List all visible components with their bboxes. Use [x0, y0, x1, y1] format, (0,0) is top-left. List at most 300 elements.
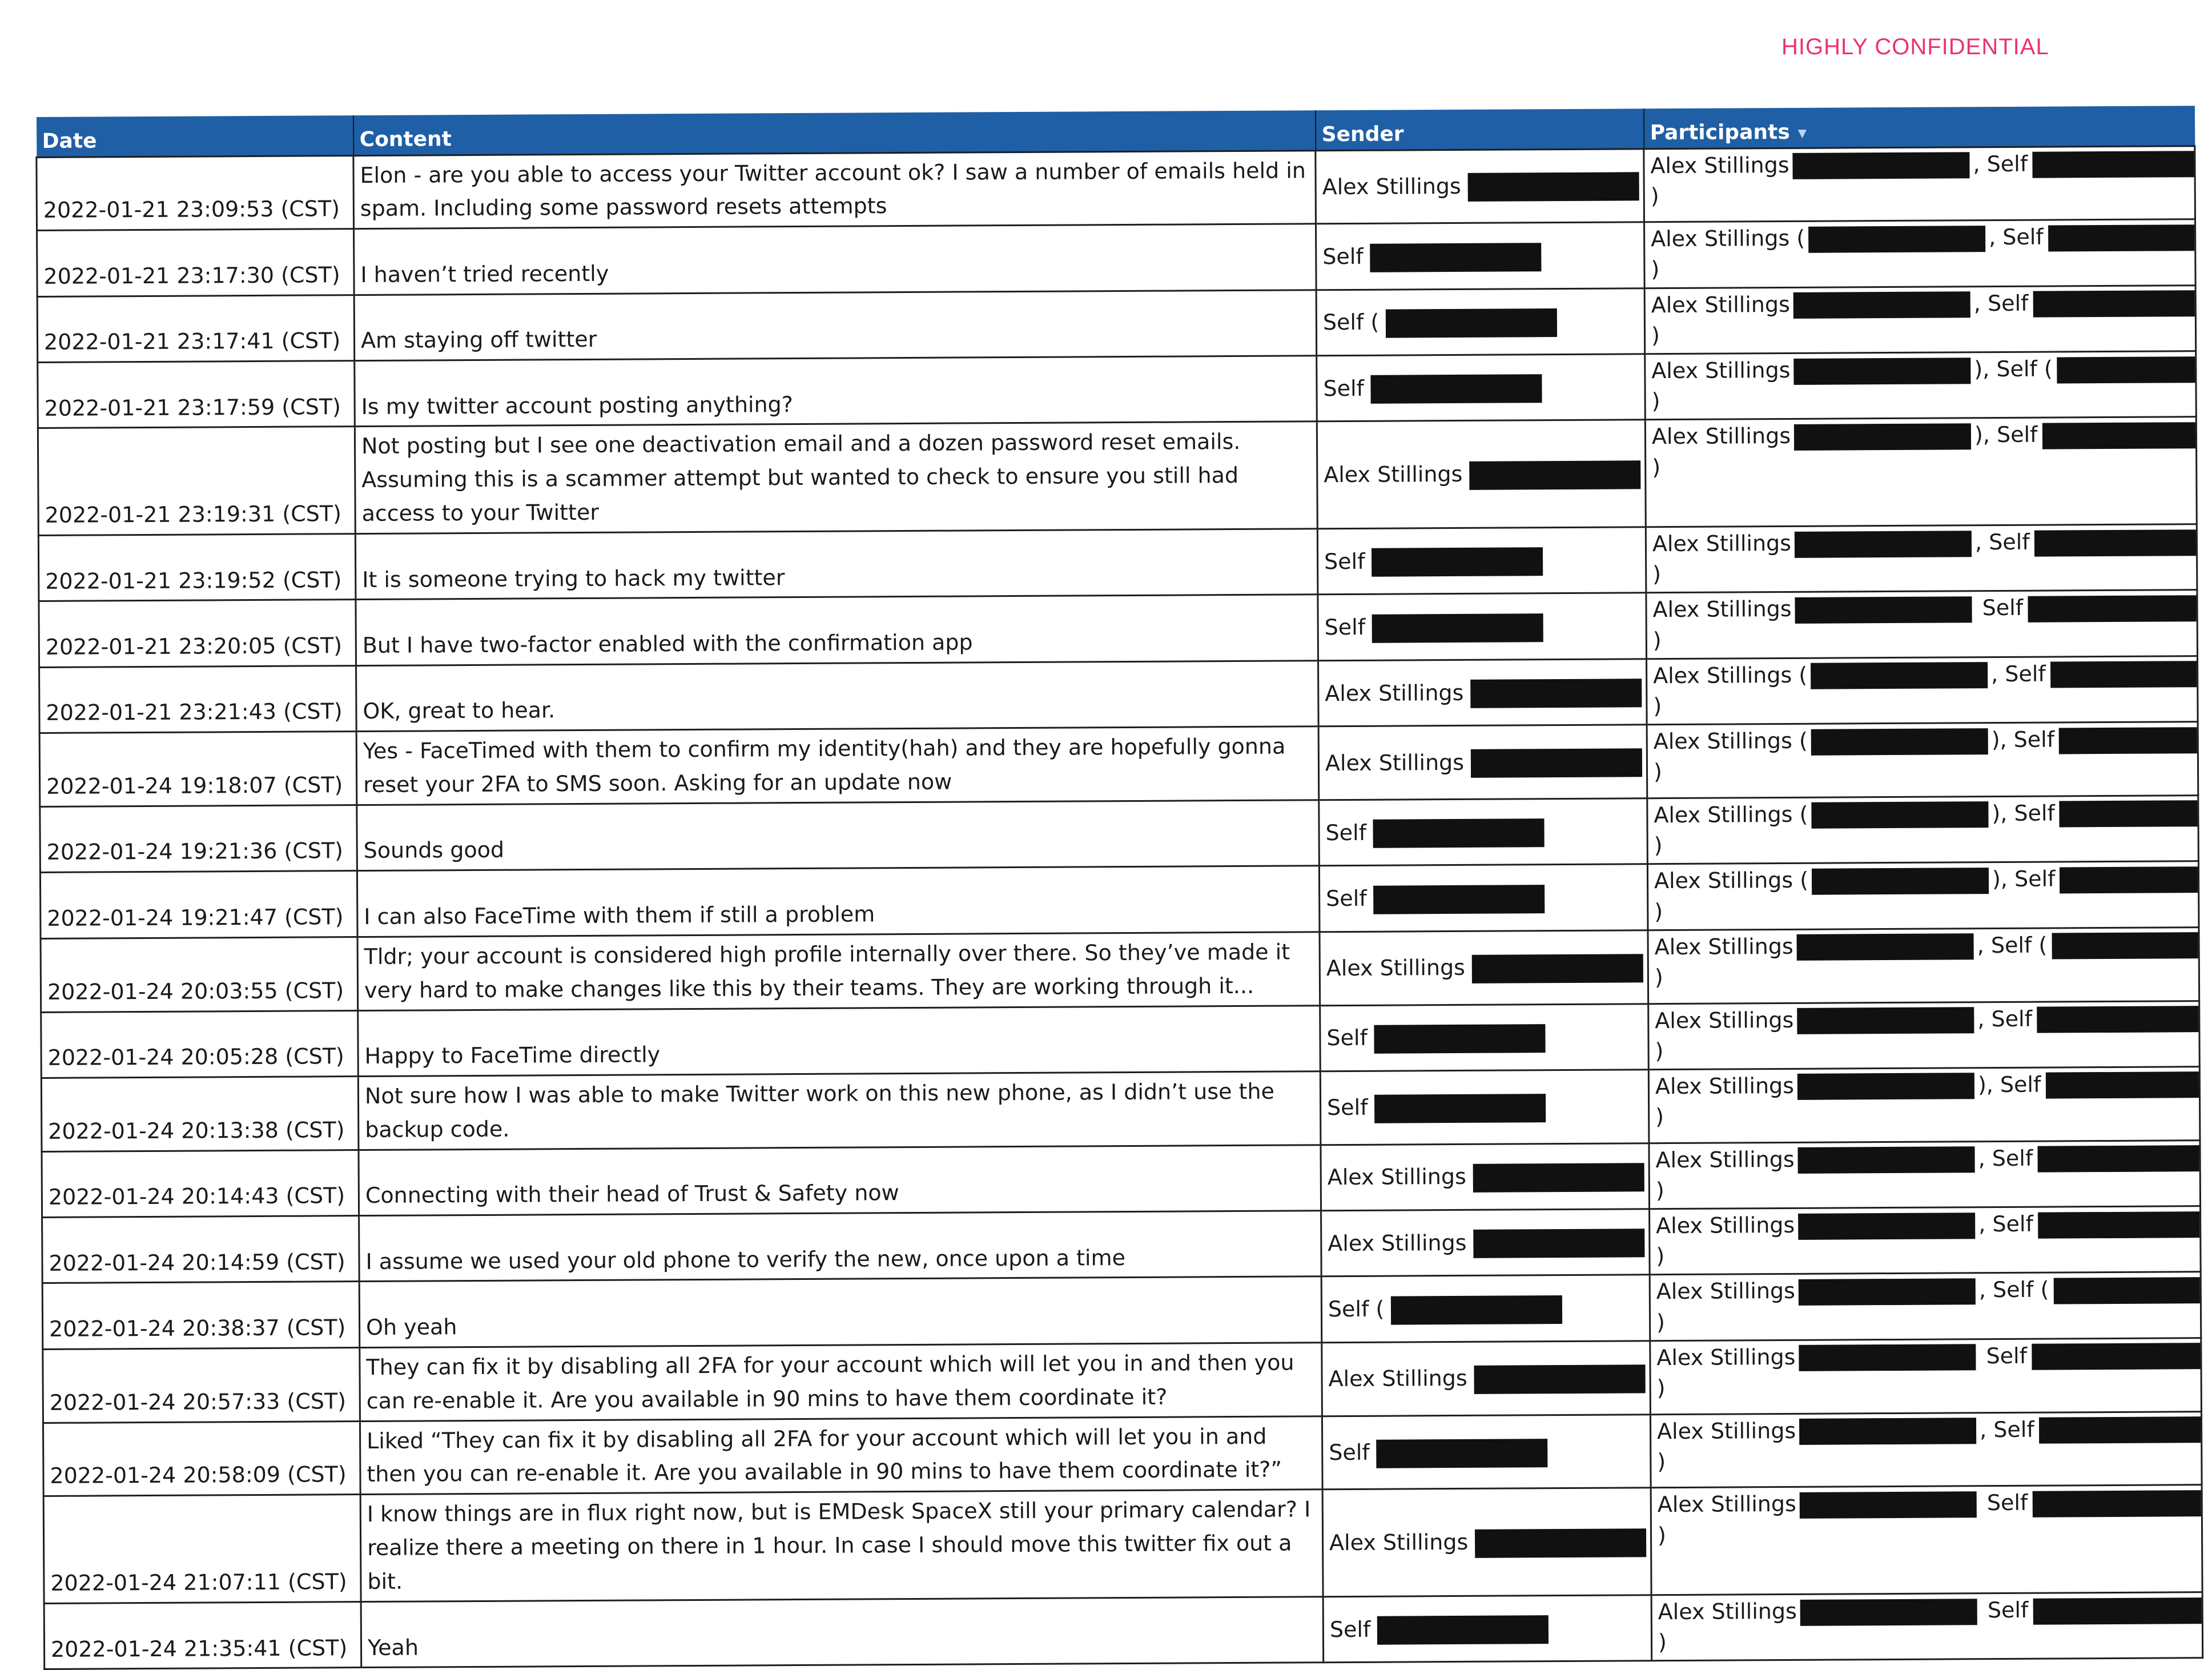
- participant-name: Alex Stillings (: [1653, 662, 1808, 689]
- sender-name: Self: [1324, 548, 1365, 575]
- participants-line: [1656, 1238, 2194, 1271]
- redaction-bar: [1374, 1024, 1546, 1054]
- message-text: Am staying off twitter: [360, 326, 597, 354]
- message-timestamp: 2022-01-21 23:19:52 (CST): [45, 567, 342, 594]
- sender-name: Self (: [1322, 310, 1380, 335]
- sender-cell: [1317, 420, 1646, 529]
- content-cell: [359, 1211, 1322, 1282]
- table-row: [43, 1485, 2202, 1603]
- participants-line: [1651, 252, 2189, 285]
- redaction-bar: [1799, 1344, 1976, 1372]
- participant-self: ), Self: [1977, 1071, 2041, 1098]
- participants-line: [1651, 178, 2189, 211]
- participant-self: , Self: [1980, 1416, 2034, 1442]
- participant-self: , Self: [1991, 661, 2046, 687]
- redaction-bar: [2053, 1277, 2201, 1304]
- message-timestamp: 2022-01-21 23:17:30 (CST): [43, 262, 340, 289]
- redaction-bar: [1800, 1491, 1977, 1519]
- sender-name: Alex Stillings: [1322, 173, 1461, 200]
- date-cell: [41, 937, 358, 1012]
- message-rows: [37, 146, 2203, 1669]
- redaction-bar: [1798, 1146, 1975, 1174]
- participants-line: [1651, 318, 2189, 351]
- participants-cell: [1644, 219, 2196, 288]
- participants-cell: [1646, 590, 2198, 659]
- content-cell: [359, 1276, 1322, 1347]
- message-text: Liked “They can fix it by disabling all 2FA for your account which will let you in and then you can re-enable it. Are you available in 90 mins to have them coordinate it?”: [367, 1423, 1282, 1487]
- table-row: [38, 417, 2197, 535]
- participants-line: [1652, 419, 2190, 452]
- participant-name: Alex Stillings: [1658, 1598, 1797, 1625]
- participant-close: ): [1655, 1104, 1664, 1130]
- table-row: [38, 524, 2197, 601]
- participants-line: [1657, 1444, 2195, 1477]
- sender-name: Alex Stillings: [1328, 1230, 1467, 1256]
- column-header-date-label: Date: [42, 129, 97, 153]
- participants-line: [1654, 864, 2192, 897]
- redaction-bar: [1794, 423, 1971, 451]
- column-header-content: [353, 110, 1315, 155]
- sender-cell: [1320, 930, 1648, 1005]
- table-row: [39, 590, 2198, 667]
- participant-name: Alex Stillings: [1654, 933, 1793, 960]
- participants-line: [1650, 148, 2188, 181]
- participant-self: , Self: [1989, 224, 2044, 250]
- date-cell: [43, 1347, 360, 1423]
- participants-line: [1654, 754, 2191, 788]
- redaction-bar: [2032, 151, 2195, 178]
- message-timestamp: 2022-01-24 19:21:47 (CST): [47, 904, 344, 931]
- sender-name: Self: [1326, 1025, 1368, 1051]
- sender-name: Alex Stillings: [1326, 955, 1466, 981]
- participant-self: Self: [1980, 1490, 2028, 1516]
- table-row: [40, 861, 2199, 938]
- redaction-bar: [1474, 1364, 1646, 1394]
- content-cell: [357, 800, 1320, 871]
- sender-cell: [1323, 1595, 1652, 1663]
- message-timestamp: 2022-01-24 20:38:37 (CST): [49, 1315, 346, 1342]
- message-text: Not posting but I see one deactivation email and a dozen password reset emails. Assuming this is a scammer attempt but wanted to check to ensure you still had access to your Twitter: [361, 429, 1241, 527]
- table-row: [41, 1067, 2200, 1152]
- redaction-bar: [1377, 1615, 1549, 1645]
- redaction-bar: [1811, 662, 1988, 689]
- table-row: [42, 1140, 2201, 1217]
- participants-cell: [1644, 285, 2196, 354]
- message-timestamp: 2022-01-21 23:19:31 (CST): [45, 501, 341, 528]
- message-timestamp: 2022-01-24 20:14:43 (CST): [48, 1183, 345, 1210]
- message-text: Tldr; your account is considered high profile internally over there. So they’ve made it very hard to make changes like this by their teams. They are working through it...: [364, 939, 1290, 1003]
- redaction-bar: [2050, 661, 2198, 688]
- content-cell: [355, 421, 1317, 533]
- content-cell: [359, 1145, 1321, 1215]
- sender-name: Self (: [1328, 1296, 1385, 1322]
- date-cell: [39, 665, 357, 733]
- message-timestamp: 2022-01-24 20:58:09 (CST): [50, 1462, 347, 1489]
- sender-cell: [1321, 1209, 1650, 1276]
- date-cell: [38, 427, 355, 536]
- sender-cell: [1318, 659, 1647, 726]
- participants-cell: [1647, 796, 2199, 864]
- message-timestamp: 2022-01-24 20:57:33 (CST): [49, 1388, 347, 1415]
- participant-name: Alex Stillings: [1652, 596, 1792, 623]
- sender-cell: [1322, 1414, 1651, 1490]
- message-timestamp: 2022-01-24 20:13:38 (CST): [48, 1117, 345, 1144]
- message-text: Is my twitter account posting anything?: [361, 391, 793, 419]
- table-row: [39, 656, 2198, 733]
- participants-cell: [1650, 1272, 2201, 1340]
- date-cell: [40, 805, 357, 873]
- participant-name: Alex Stillings: [1656, 1212, 1795, 1239]
- participant-name: Alex Stillings (: [1654, 801, 1808, 828]
- participants-line: [1656, 1340, 2194, 1373]
- participant-self: ), Self: [1974, 422, 2038, 448]
- redaction-bar: [2045, 1071, 2200, 1099]
- redaction-bar: [2060, 866, 2199, 894]
- column-header-participants-label: Participants: [1650, 120, 1790, 144]
- sender-cell: [1317, 354, 1646, 421]
- message-text: It is someone trying to hack my twitter: [362, 564, 785, 592]
- sender-cell: [1320, 1070, 1649, 1145]
- participants-line: [1655, 1069, 2193, 1102]
- sender-name: Alex Stillings: [1325, 749, 1465, 776]
- confidentiality-mark: HIGHLY CONFIDENTIAL: [1781, 34, 2049, 59]
- content-cell: [356, 726, 1319, 805]
- sender-name: Alex Stillings: [1327, 1164, 1466, 1190]
- sender-cell: [1316, 148, 1644, 224]
- column-header-sender-label: Sender: [1321, 122, 1404, 146]
- sender-cell: [1318, 725, 1647, 800]
- participant-close: ): [1657, 1522, 1666, 1548]
- sender-name: Self: [1322, 243, 1364, 270]
- participants-line: [1655, 1033, 2193, 1066]
- participants-cell: [1650, 1206, 2201, 1275]
- redaction-bar: [1793, 358, 1970, 385]
- redaction-bar: [1391, 1295, 1562, 1325]
- sender-cell: [1317, 527, 1646, 595]
- content-cell: [354, 224, 1317, 295]
- participant-name: Alex Stillings (: [1651, 226, 1805, 252]
- content-cell: [360, 1416, 1322, 1495]
- participants-line: [1654, 894, 2192, 927]
- table-row: [43, 1338, 2202, 1423]
- redaction-bar: [1372, 613, 1543, 643]
- message-timestamp: 2022-01-24 20:14:59 (CST): [49, 1249, 345, 1276]
- redaction-bar: [1471, 748, 1642, 778]
- message-text: Elon - are you able to access your Twitter account ok? I saw a number of emails held in spam. Including some password resets attempts: [360, 157, 1306, 222]
- table-row: [41, 927, 2199, 1012]
- date-cell: [37, 229, 355, 296]
- participant-close: ): [1658, 1629, 1667, 1655]
- participant-close: ): [1651, 388, 1660, 414]
- redaction-bar: [1469, 460, 1640, 490]
- content-cell: [360, 1490, 1323, 1601]
- table-row: [37, 285, 2196, 362]
- message-text: Oh yeah: [365, 1314, 457, 1340]
- message-timestamp: 2022-01-24 19:18:07 (CST): [46, 772, 343, 800]
- participants-line: [1652, 383, 2190, 416]
- date-cell: [39, 732, 357, 807]
- participants-line: [1654, 828, 2192, 861]
- message-timestamp: 2022-01-24 20:05:28 (CST): [47, 1043, 344, 1070]
- content-cell: [357, 866, 1320, 937]
- sender-name: Alex Stillings: [1324, 461, 1463, 488]
- participant-self: , Self: [1973, 290, 2029, 316]
- participant-close: ): [1656, 1375, 1666, 1401]
- sender-name: Self: [1323, 375, 1365, 401]
- content-cell: [360, 1343, 1322, 1422]
- participants-cell: [1647, 722, 2198, 798]
- redaction-bar: [1798, 1213, 1975, 1240]
- participant-close: ): [1656, 1309, 1666, 1335]
- content-cell: [356, 661, 1319, 732]
- redaction-bar: [2057, 356, 2197, 383]
- participants-cell: [1648, 927, 2199, 1003]
- message-timestamp: 2022-01-21 23:21:43 (CST): [46, 698, 343, 726]
- message-timestamp: 2022-01-24 19:21:36 (CST): [46, 838, 344, 865]
- redaction-bar: [2032, 1490, 2202, 1518]
- participant-name: Alex Stillings: [1655, 1146, 1795, 1173]
- redaction-bar: [1793, 291, 1970, 319]
- redaction-bar: [1799, 1278, 1976, 1306]
- participant-self: Self: [1975, 595, 2024, 621]
- sender-cell: [1320, 1003, 1649, 1071]
- redaction-bar: [2039, 1416, 2202, 1444]
- participant-name: Alex Stillings: [1651, 291, 1790, 318]
- sender-name: Self: [1326, 1095, 1368, 1121]
- date-cell: [37, 295, 355, 362]
- participant-close: ): [1651, 256, 1660, 282]
- redaction-bar: [1374, 885, 1545, 914]
- participant-self: , Self: [1973, 151, 2028, 176]
- sender-name: Self: [1325, 820, 1367, 845]
- message-text: OK, great to hear.: [363, 697, 556, 724]
- participants-line: [1655, 1142, 2193, 1175]
- participant-close: ): [1650, 183, 1659, 208]
- table-row: [42, 1272, 2201, 1349]
- column-header-sender: [1315, 109, 1643, 150]
- sender-name: Alex Stillings: [1328, 1366, 1467, 1392]
- message-timestamp: 2022-01-21 23:17:41 (CST): [43, 328, 341, 355]
- sender-name: Self: [1324, 615, 1366, 640]
- sender-cell: [1321, 1143, 1650, 1210]
- message-timestamp: 2022-01-24 21:35:41 (CST): [50, 1635, 348, 1662]
- participants-cell: [1650, 1338, 2202, 1414]
- message-timestamp: 2022-01-21 23:20:05 (CST): [45, 633, 343, 660]
- date-cell: [43, 1495, 361, 1604]
- table-row: [42, 1206, 2201, 1283]
- sender-cell: [1319, 864, 1648, 932]
- date-cell: [42, 1150, 359, 1217]
- redaction-bar: [1811, 728, 1988, 756]
- redaction-bar: [1370, 243, 1542, 272]
- redaction-bar: [1472, 954, 1643, 983]
- sender-cell: [1322, 1488, 1651, 1597]
- date-cell: [40, 871, 357, 938]
- participant-self: , Self: [1974, 529, 2030, 555]
- redaction-bar: [1372, 547, 1543, 577]
- filter-dropdown-icon: ▼: [1797, 126, 1807, 140]
- participant-self: Self: [1979, 1343, 2028, 1369]
- participant-self: ), Self: [1992, 800, 2055, 826]
- redaction-bar: [1799, 1418, 1976, 1445]
- redaction-bar: [2033, 290, 2195, 318]
- date-cell: [41, 1076, 359, 1151]
- message-text: I haven’t tried recently: [360, 260, 609, 287]
- participant-close: ): [1657, 1448, 1666, 1474]
- date-cell: [38, 534, 356, 601]
- message-text: I know things are in flux right now, but is EMDesk SpaceX still your primary calendar? I realize there a meeting on there in 1 hour. In case I should move this twitter fix out a bit.: [367, 1496, 1311, 1595]
- participant-name: Alex Stillings: [1656, 1418, 1796, 1444]
- participant-name: Alex Stillings: [1651, 423, 1791, 449]
- sender-cell: [1316, 222, 1645, 290]
- table-row: [44, 1592, 2203, 1669]
- message-text: I can also FaceTime with them if still a problem: [364, 901, 875, 929]
- redaction-bar: [1473, 1163, 1644, 1193]
- redaction-bar: [1377, 1439, 1548, 1468]
- date-cell: [41, 1010, 359, 1078]
- participant-close: ): [1653, 759, 1662, 785]
- message-text: Happy to FaceTime directly: [364, 1042, 661, 1069]
- participants-line: [1651, 353, 2189, 386]
- participants-line: [1651, 222, 2189, 255]
- participants-line: [1652, 526, 2190, 559]
- participants-cell: [1648, 1001, 2200, 1069]
- redaction-bar: [2042, 422, 2197, 449]
- sender-name: Self: [1329, 1439, 1370, 1466]
- content-cell: [356, 595, 1318, 665]
- sender-cell: [1316, 288, 1645, 355]
- column-header-date: [36, 115, 353, 157]
- sender-cell: [1318, 593, 1647, 660]
- participants-cell: [1649, 1140, 2201, 1209]
- participant-name: Alex Stillings (: [1654, 868, 1809, 894]
- content-cell: [355, 529, 1318, 600]
- participant-close: ): [1654, 833, 1663, 858]
- participants-cell: [1647, 656, 2198, 725]
- redaction-bar: [2028, 595, 2197, 623]
- sender-cell: [1321, 1275, 1650, 1342]
- message-text: Sounds good: [363, 837, 505, 864]
- message-timestamp: 2022-01-21 23:17:59 (CST): [44, 394, 341, 421]
- message-text: Connecting with their head of Trust & Safety now: [365, 1180, 899, 1209]
- participants-line: [1655, 929, 2193, 962]
- redaction-bar: [1371, 374, 1542, 404]
- participant-close: ): [1652, 627, 1662, 653]
- date-cell: [37, 155, 354, 231]
- participants-line: [1654, 724, 2191, 757]
- redaction-bar: [1797, 1007, 1974, 1034]
- message-timestamp: 2022-01-24 21:07:11 (CST): [50, 1569, 347, 1596]
- participant-name: Alex Stillings: [1650, 152, 1789, 178]
- redaction-bar: [2048, 224, 2195, 252]
- sender-cell: [1319, 798, 1648, 866]
- participants-line: [1654, 797, 2191, 830]
- participant-name: Alex Stillings: [1652, 530, 1792, 557]
- redaction-bar: [1468, 172, 1639, 202]
- participants-line: [1658, 1624, 2196, 1657]
- redaction-bar: [1470, 679, 1642, 708]
- participant-self: ), Self (: [1974, 356, 2053, 382]
- sender-cell: [1322, 1341, 1651, 1416]
- participants-line: [1655, 960, 2193, 993]
- participants-line: [1652, 449, 2190, 483]
- content-cell: [355, 356, 1317, 427]
- table-row: [41, 1001, 2200, 1078]
- participants-cell: [1645, 417, 2197, 527]
- participants-line: [1656, 1274, 2194, 1307]
- table-row: [37, 219, 2196, 296]
- date-cell: [42, 1282, 360, 1349]
- participants-cell: [1644, 146, 2195, 222]
- message-text: They can fix it by disabling all 2FA for your account which will let you in and then you can re-enable it. Are you available in 90 mins to have them coordinate it?: [366, 1350, 1294, 1414]
- participants-line: [1656, 1173, 2194, 1206]
- message-text: I assume we used your old phone to verify the new, once upon a time: [365, 1245, 1126, 1274]
- date-cell: [38, 361, 355, 428]
- content-cell: [357, 932, 1320, 1010]
- participant-close: ): [1655, 1177, 1664, 1203]
- participant-name: Alex Stillings: [1651, 357, 1791, 384]
- participants-line: [1651, 287, 2189, 320]
- participants-line: [1652, 592, 2190, 625]
- participants-line: [1656, 1208, 2194, 1241]
- date-cell: [44, 1602, 361, 1669]
- redaction-bar: [1797, 1073, 1974, 1101]
- message-timestamp: 2022-01-24 20:03:55 (CST): [47, 977, 344, 1005]
- redaction-bar: [1811, 802, 1988, 829]
- participant-self: , Self: [1977, 1006, 2033, 1031]
- redaction-bar: [1812, 868, 1989, 895]
- participant-name: Alex Stillings: [1655, 1007, 1794, 1033]
- participants-cell: [1650, 1411, 2202, 1488]
- redaction-bar: [2060, 800, 2199, 828]
- table-row: [38, 351, 2197, 428]
- redaction-bar: [1473, 1229, 1644, 1259]
- participant-self: Self: [1980, 1597, 2029, 1623]
- participants-cell: [1651, 1592, 2203, 1661]
- participants-line: [1653, 623, 2191, 656]
- table-row: [37, 146, 2195, 231]
- date-cell: [43, 1421, 360, 1496]
- content-cell: [358, 1071, 1321, 1150]
- participants-line: [1658, 1594, 2196, 1627]
- participant-name: Alex Stillings: [1655, 1073, 1795, 1099]
- table-row: [40, 796, 2199, 873]
- date-cell: [39, 600, 356, 667]
- redaction-bar: [1808, 226, 1985, 253]
- participant-close: ): [1655, 1038, 1664, 1063]
- redaction-bar: [2034, 529, 2197, 557]
- participant-close: ): [1654, 965, 1663, 990]
- participant-self: ), Self: [1992, 866, 2056, 892]
- participant-close: ): [1652, 454, 1661, 480]
- redaction-bar: [1800, 1599, 1977, 1626]
- redaction-bar: [1475, 1528, 1646, 1558]
- message-text: Not sure how I was able to make Twitter work on this new phone, as I didn’t use the backup code.: [364, 1078, 1275, 1142]
- participant-close: ): [1652, 561, 1662, 587]
- message-timestamp: 2022-01-21 23:09:53 (CST): [43, 196, 340, 223]
- redaction-bar: [1386, 308, 1557, 338]
- redaction-bar: [1374, 1094, 1546, 1123]
- sender-name: Alex Stillings: [1329, 1530, 1469, 1556]
- participant-self: , Self (: [1977, 932, 2048, 958]
- content-cell: [358, 1005, 1321, 1076]
- participants-line: [1657, 1414, 2195, 1447]
- participant-name: Alex Stillings: [1656, 1344, 1796, 1370]
- table-row: [43, 1411, 2202, 1496]
- sender-name: Alex Stillings: [1325, 680, 1464, 706]
- column-header-content-label: Content: [359, 127, 452, 151]
- participant-self: , Self (: [1978, 1276, 2049, 1303]
